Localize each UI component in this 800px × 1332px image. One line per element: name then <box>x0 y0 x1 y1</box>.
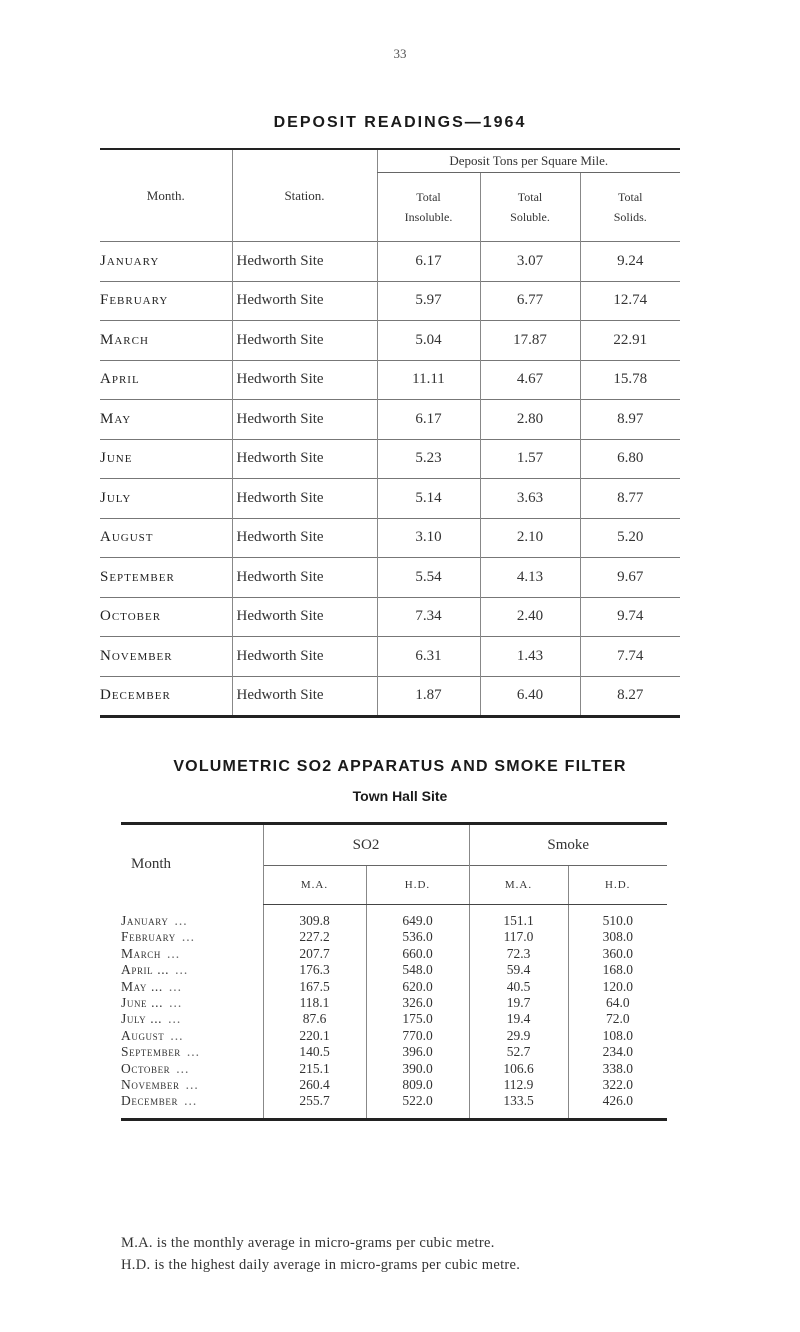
station-cell: Hedworth Site <box>232 637 377 677</box>
smoke-ma-cell: 106.6 <box>469 1061 568 1077</box>
station-cell: Hedworth Site <box>232 439 377 479</box>
table-row <box>121 946 667 962</box>
header-line: Solids. <box>613 210 647 224</box>
table-row <box>121 1093 667 1119</box>
month-label: August <box>121 1027 165 1043</box>
month-label: April ... <box>121 962 170 978</box>
month-cell: January <box>100 242 232 282</box>
leader-dots: ... <box>184 1093 198 1109</box>
total-soluble-cell: 1.43 <box>480 637 580 677</box>
total-insoluble-cell: 5.04 <box>377 321 480 361</box>
col-header-total-soluble <box>480 173 580 242</box>
total-solids-cell: 8.77 <box>580 479 680 519</box>
table-row <box>121 929 667 945</box>
leader-dots: ... <box>181 929 195 945</box>
month-label: November <box>121 1077 180 1093</box>
table-row <box>100 321 680 361</box>
month-label: July ... <box>121 1011 163 1027</box>
total-soluble-cell: 2.10 <box>480 518 580 558</box>
smoke-hd-cell: 64.0 <box>568 995 667 1011</box>
month-cell: December <box>100 676 232 717</box>
deposit-readings-title: DEPOSIT READINGS—1964 <box>273 114 527 131</box>
month-cell <box>121 1028 263 1044</box>
total-soluble-cell: 3.63 <box>480 479 580 519</box>
col-header-deposit-group: Deposit Tons per Square Mile. <box>377 149 680 173</box>
header-line: Total <box>416 190 441 204</box>
so2-ma-cell: 260.4 <box>263 1077 366 1093</box>
table-row <box>100 637 680 677</box>
station-cell: Hedworth Site <box>232 281 377 321</box>
station-cell: Hedworth Site <box>232 676 377 717</box>
month-cell: February <box>100 281 232 321</box>
station-cell: Hedworth Site <box>232 321 377 361</box>
month-cell: October <box>100 597 232 637</box>
deposit-readings-table <box>100 148 680 718</box>
total-insoluble-cell: 6.31 <box>377 637 480 677</box>
so2-ma-cell: 207.7 <box>263 946 366 962</box>
month-cell: November <box>100 637 232 677</box>
table-row <box>121 905 667 930</box>
month-cell <box>121 995 263 1011</box>
total-solids-cell: 9.24 <box>580 242 680 282</box>
total-solids-cell: 5.20 <box>580 518 680 558</box>
month-label: December <box>121 1093 179 1109</box>
volumetric-table <box>121 822 667 1121</box>
smoke-hd-cell: 322.0 <box>568 1077 667 1093</box>
total-insoluble-cell: 3.10 <box>377 518 480 558</box>
station-cell: Hedworth Site <box>232 400 377 440</box>
month-cell: May <box>100 400 232 440</box>
deposit-table-body <box>100 242 680 717</box>
month-cell <box>121 1061 263 1077</box>
smoke-hd-cell: 510.0 <box>568 905 667 930</box>
station-cell: Hedworth Site <box>232 242 377 282</box>
table-row <box>121 962 667 978</box>
month-cell: July <box>100 479 232 519</box>
col-header-station: Station. <box>232 149 377 242</box>
table-row <box>121 1011 667 1027</box>
table-row <box>100 676 680 717</box>
total-insoluble-cell: 6.17 <box>377 400 480 440</box>
header-line: Total <box>618 190 643 204</box>
month-cell <box>121 905 263 930</box>
volumetric-table-body <box>121 905 667 1120</box>
so2-ma-cell: 118.1 <box>263 995 366 1011</box>
table-row <box>121 995 667 1011</box>
total-solids-cell: 8.27 <box>580 676 680 717</box>
table-row <box>100 479 680 519</box>
header-line: Insoluble. <box>404 210 453 224</box>
month-label: October <box>121 1060 171 1076</box>
so2-ma-cell: 87.6 <box>263 1011 366 1027</box>
month-label: May ... <box>121 978 163 994</box>
total-insoluble-cell: 5.23 <box>377 439 480 479</box>
smoke-hd-cell: 234.0 <box>568 1044 667 1060</box>
col-header-month: Month <box>131 856 172 873</box>
total-soluble-cell: 6.77 <box>480 281 580 321</box>
total-insoluble-cell: 7.34 <box>377 597 480 637</box>
so2-hd-cell: 620.0 <box>366 979 469 995</box>
total-solids-cell: 9.74 <box>580 597 680 637</box>
so2-hd-cell: 770.0 <box>366 1028 469 1044</box>
month-cell <box>121 929 263 945</box>
smoke-hd-cell: 120.0 <box>568 979 667 995</box>
smoke-ma-cell: 112.9 <box>469 1077 568 1093</box>
smoke-ma-cell: 133.5 <box>469 1093 568 1119</box>
month-label: February <box>121 929 176 945</box>
volumetric-title: VOLUMETRIC SO2 APPARATUS AND SMOKE FILTER <box>173 758 627 775</box>
table-row <box>100 360 680 400</box>
smoke-hd-cell: 426.0 <box>568 1093 667 1119</box>
leader-dots: ... <box>169 995 183 1011</box>
total-soluble-cell: 6.40 <box>480 676 580 717</box>
station-cell: Hedworth Site <box>232 597 377 637</box>
month-cell <box>121 1011 263 1027</box>
month-cell <box>121 1093 263 1119</box>
so2-ma-cell: 227.2 <box>263 929 366 945</box>
total-insoluble-cell: 1.87 <box>377 676 480 717</box>
table-row <box>100 281 680 321</box>
so2-ma-cell: 255.7 <box>263 1093 366 1119</box>
month-label: September <box>121 1044 181 1060</box>
month-cell <box>121 1044 263 1060</box>
total-insoluble-cell: 6.17 <box>377 242 480 282</box>
leader-dots: ... <box>175 962 189 978</box>
so2-hd-cell: 522.0 <box>366 1093 469 1119</box>
table-row <box>121 1044 667 1060</box>
table-row <box>121 979 667 995</box>
table-row <box>100 242 680 282</box>
col-header-smoke: Smoke <box>469 824 667 866</box>
smoke-hd-cell: 338.0 <box>568 1061 667 1077</box>
smoke-ma-cell: 19.4 <box>469 1011 568 1027</box>
smoke-hd-cell: 168.0 <box>568 962 667 978</box>
station-cell: Hedworth Site <box>232 479 377 519</box>
table-row <box>100 400 680 440</box>
so2-ma-cell: 220.1 <box>263 1028 366 1044</box>
leader-dots: ... <box>174 912 188 928</box>
total-insoluble-cell: 11.11 <box>377 360 480 400</box>
so2-hd-cell: 390.0 <box>366 1061 469 1077</box>
total-solids-cell: 8.97 <box>580 400 680 440</box>
leader-dots: ... <box>186 1044 201 1060</box>
smoke-hd-cell: 360.0 <box>568 946 667 962</box>
so2-hd-cell: 809.0 <box>366 1077 469 1093</box>
smoke-ma-cell: 29.9 <box>469 1028 568 1044</box>
so2-hd-cell: 326.0 <box>366 995 469 1011</box>
leader-dots: ... <box>168 1011 182 1027</box>
so2-ma-cell: 309.8 <box>263 905 366 930</box>
so2-hd-cell: 649.0 <box>366 905 469 930</box>
leader-dots: ... <box>176 1060 190 1076</box>
so2-ma-cell: 215.1 <box>263 1061 366 1077</box>
smoke-ma-cell: 52.7 <box>469 1044 568 1060</box>
month-cell: March <box>100 321 232 361</box>
table-row <box>100 597 680 637</box>
so2-hd-cell: 175.0 <box>366 1011 469 1027</box>
header-line: Soluble. <box>510 210 550 224</box>
so2-hd-cell: 536.0 <box>366 929 469 945</box>
volumetric-subtitle: Town Hall Site <box>352 788 448 804</box>
col-header-so2-ma: M.A. <box>263 866 366 905</box>
smoke-ma-cell: 117.0 <box>469 929 568 945</box>
smoke-hd-cell: 72.0 <box>568 1011 667 1027</box>
leader-dots: ... <box>170 1027 184 1043</box>
total-solids-cell: 22.91 <box>580 321 680 361</box>
col-header-smoke-hd: H.D. <box>568 866 667 905</box>
total-solids-cell: 7.74 <box>580 637 680 677</box>
so2-ma-cell: 140.5 <box>263 1044 366 1060</box>
month-cell <box>121 946 263 962</box>
col-header-month: Month. <box>146 187 185 203</box>
leader-dots: ... <box>185 1077 199 1093</box>
total-soluble-cell: 17.87 <box>480 321 580 361</box>
month-cell <box>121 962 263 978</box>
station-cell: Hedworth Site <box>232 518 377 558</box>
total-soluble-cell: 4.13 <box>480 558 580 598</box>
month-label: June ... <box>121 995 164 1011</box>
total-solids-cell: 6.80 <box>580 439 680 479</box>
station-cell: Hedworth Site <box>232 360 377 400</box>
total-soluble-cell: 2.80 <box>480 400 580 440</box>
table-row <box>100 518 680 558</box>
col-header-total-solids <box>580 173 680 242</box>
month-cell: June <box>100 439 232 479</box>
smoke-ma-cell: 19.7 <box>469 995 568 1011</box>
station-cell: Hedworth Site <box>232 558 377 598</box>
col-header-smoke-ma: M.A. <box>469 866 568 905</box>
smoke-hd-cell: 308.0 <box>568 929 667 945</box>
table-row <box>121 1061 667 1077</box>
month-cell <box>121 979 263 995</box>
so2-hd-cell: 396.0 <box>366 1044 469 1060</box>
so2-ma-cell: 167.5 <box>263 979 366 995</box>
total-insoluble-cell: 5.97 <box>377 281 480 321</box>
month-label: January <box>121 912 169 928</box>
total-solids-cell: 15.78 <box>580 360 680 400</box>
total-solids-cell: 12.74 <box>580 281 680 321</box>
so2-hd-cell: 548.0 <box>366 962 469 978</box>
smoke-ma-cell: 151.1 <box>469 905 568 930</box>
total-solids-cell: 9.67 <box>580 558 680 598</box>
month-cell: August <box>100 518 232 558</box>
smoke-hd-cell: 108.0 <box>568 1028 667 1044</box>
table-row <box>121 1077 667 1093</box>
total-soluble-cell: 2.40 <box>480 597 580 637</box>
so2-hd-cell: 660.0 <box>366 946 469 962</box>
page-number: 33 <box>393 46 407 61</box>
smoke-ma-cell: 59.4 <box>469 962 568 978</box>
month-label: March <box>121 945 162 961</box>
leader-dots: ... <box>167 945 181 961</box>
footnote-ma: M.A. is the monthly average in micro-grams per cubic metre. <box>121 1235 495 1251</box>
footnote-hd: H.D. is the highest daily average in micro-grams per cubic metre. <box>121 1257 521 1273</box>
smoke-ma-cell: 72.3 <box>469 946 568 962</box>
smoke-ma-cell: 40.5 <box>469 979 568 995</box>
table-row <box>121 1028 667 1044</box>
header-line: Total <box>517 190 543 204</box>
month-cell <box>121 1077 263 1093</box>
col-header-total-insoluble <box>377 173 480 242</box>
col-header-so2: SO2 <box>263 824 469 866</box>
table-row <box>100 439 680 479</box>
col-header-so2-hd: H.D. <box>366 866 469 905</box>
total-insoluble-cell: 5.14 <box>377 479 480 519</box>
total-insoluble-cell: 5.54 <box>377 558 480 598</box>
total-soluble-cell: 4.67 <box>480 360 580 400</box>
table-row <box>100 558 680 598</box>
month-cell: April <box>100 360 232 400</box>
footnotes <box>121 1232 781 1276</box>
leader-dots: ... <box>168 978 183 994</box>
month-cell: September <box>100 558 232 598</box>
total-soluble-cell: 3.07 <box>480 242 580 282</box>
so2-ma-cell: 176.3 <box>263 962 366 978</box>
total-soluble-cell: 1.57 <box>480 439 580 479</box>
